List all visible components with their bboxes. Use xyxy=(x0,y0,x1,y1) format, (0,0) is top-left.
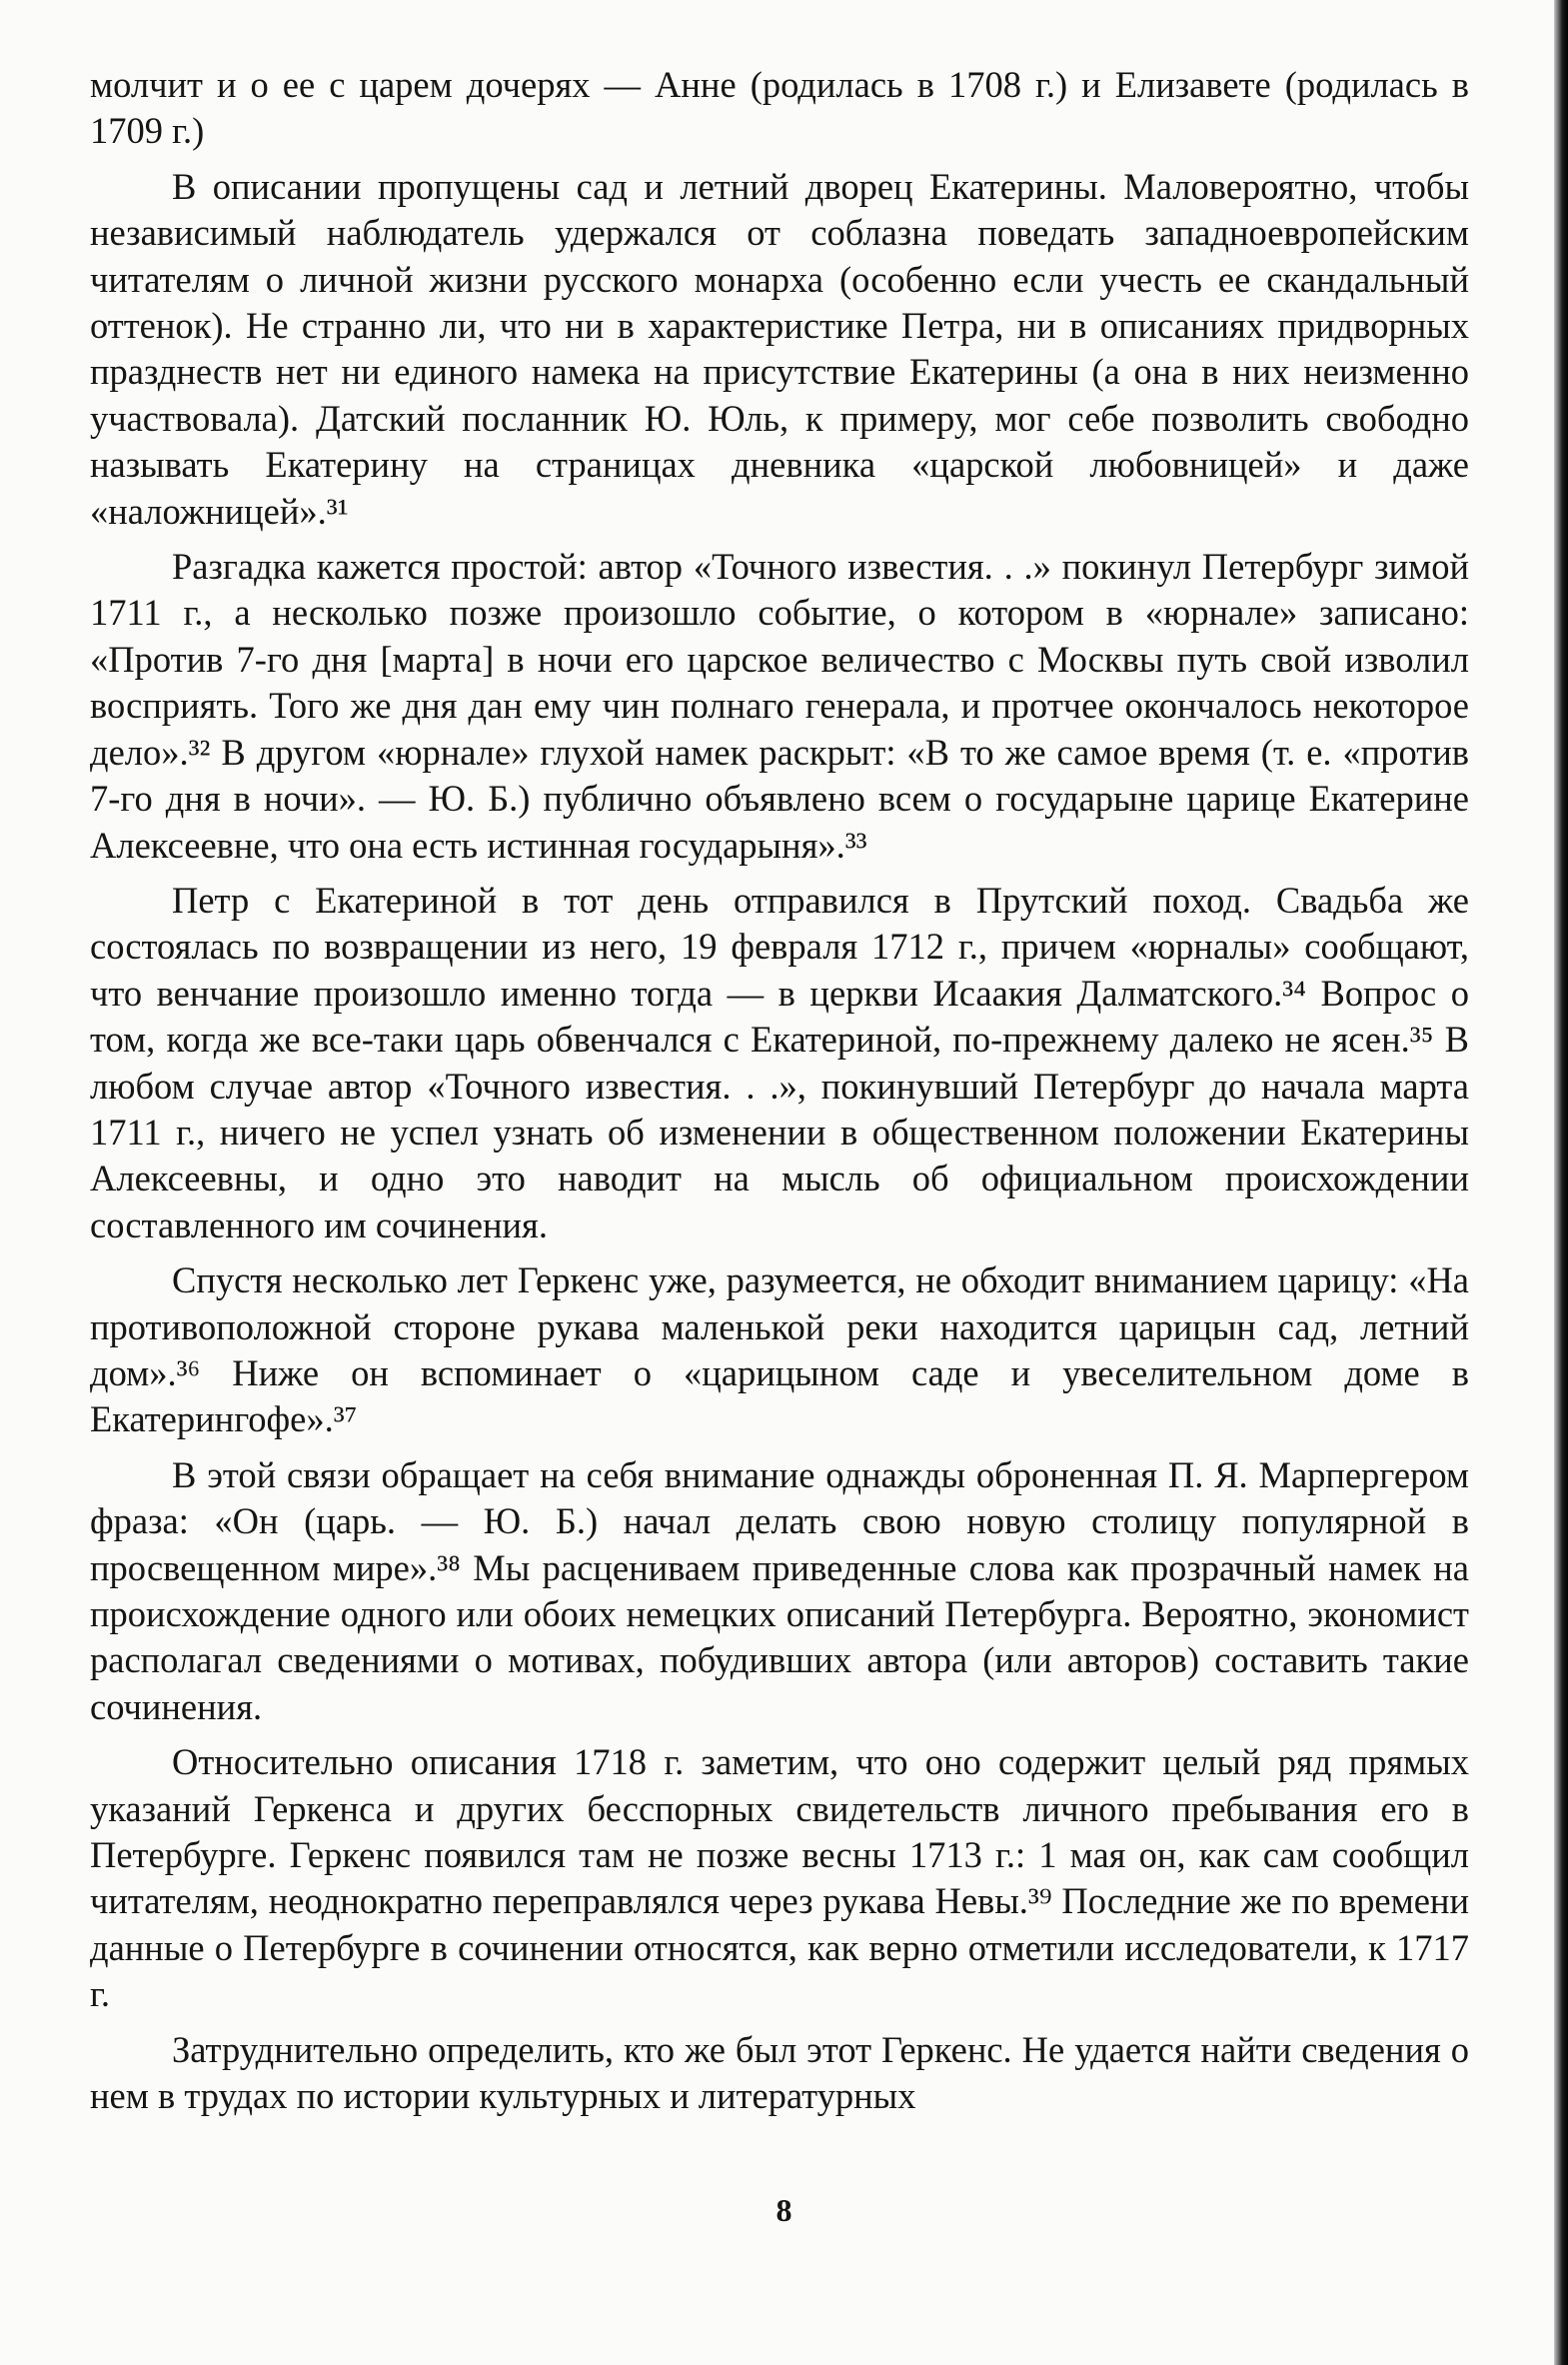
paragraph-5: Спустя несколько лет Геркенс уже, разумеется, не обходит вниманием царицу: «На противоположной стороне рукава маленькой реки находится царицын сад, летний дом».³⁶ Ниже он вспоминает о «царицыном саде и увеселительном доме в Екатерингофе».³⁷ xyxy=(90,1259,1469,1440)
paragraph-2: В описании пропущены сад и летний дворец Екатерины. Маловероятно, чтобы независимый наблюдатель удержался от соблазна поведать западноевропейским читателям о личной жизни русского монарха (особенно если учесть ее скандальный оттенок). Не странно ли, что ни в характеристике Петра, ни в описаниях придворных празднеств нет ни единого намека на присутствие Екатерины (а она в них неизменно участвовала). Датский посланник Ю. Юль, к примеру, мог себе позволить свободно называть Екатерину на страницах дневника «царской любовницей» и даже «наложницей».³¹ xyxy=(90,165,1469,532)
paragraph-1: молчит и о ее с царем дочерях — Анне (родилась в 1708 г.) и Елизавете (родилась в 1709 г.) xyxy=(90,64,1469,152)
paragraph-8: Затруднительно определить, кто же был этот Геркенс. Не удается найти сведения о нем в трудах по истории культурных и литературных xyxy=(90,2028,1469,2117)
page-number: 8 xyxy=(776,2192,792,2228)
binding-edge xyxy=(1554,0,1568,2365)
paragraph-4: Петр с Екатериной в тот день отправился в Прутский поход. Свадьба же состоялась по возвращении из него, 19 февраля 1712 г., причем «юрналы» сообщают, что венчание произошло именно тогда — в церкви Исаакия Далматского.³⁴ Вопрос о том, когда же все-таки царь обвенчался с Екатериной, по-прежнему далеко не ясен.³⁵ В любом случае автор «Точного известия. . .», покинувший Петербург до начала марта 1711 г., ничего не успел узнать об изменении в общественном положении Екатерины Алексеевны, и одно это наводит на мысль об официальном происхождении составленного им сочинения. xyxy=(90,879,1469,1245)
body-text xyxy=(90,62,1469,2128)
paragraph-6: В этой связи обращает на себя внимание однажды оброненная П. Я. Марпергером фраза: «Он (царь. — Ю. Б.) начал делать свою новую столицу популярной в просвещенном мире».³⁸ Мы расцениваем приведенные слова как прозрачный намек на происхождение одного или обоих немецких описаний Петербурга. Вероятно, экономист располагал сведениями о мотивах, побудивших автора (или авторов) составить такие сочинения. xyxy=(90,1453,1469,1727)
paragraph-3: Разгадка кажется простой: автор «Точного известия. . .» покинул Петербург зимой 1711 г., а несколько позже произошло событие, о котором в «юрнале» записано: «Против 7-го дня [марта] в ночи его царское величество с Москвы путь свой изволил восприять. Того же дня дан ему чин полнаго генерала, и протчее окончалось некоторое дело».³² В другом «юрнале» глухой намек раскрыт: «В то же самое время (т. е. «против 7-го дня в ночи». — Ю. Б.) публично объявлено всем о государыне царице Екатерине Алексеевне, что она есть истинная государыня».³³ xyxy=(90,546,1469,866)
paragraph-7: Относительно описания 1718 г. заметим, что оно содержит целый ряд прямых указаний Геркенса и других бесспорных свидетельств личного пребывания его в Петербурге. Геркенс появился там не позже весны 1713 г.: 1 мая он, как сам сообщил читателям, неоднократно переправлялся через рукава Невы.³⁹ Последние же по времени данные о Петербурге в сочинении относятся, как верно отметили исследователи, к 1717 г. xyxy=(90,1741,1469,2015)
